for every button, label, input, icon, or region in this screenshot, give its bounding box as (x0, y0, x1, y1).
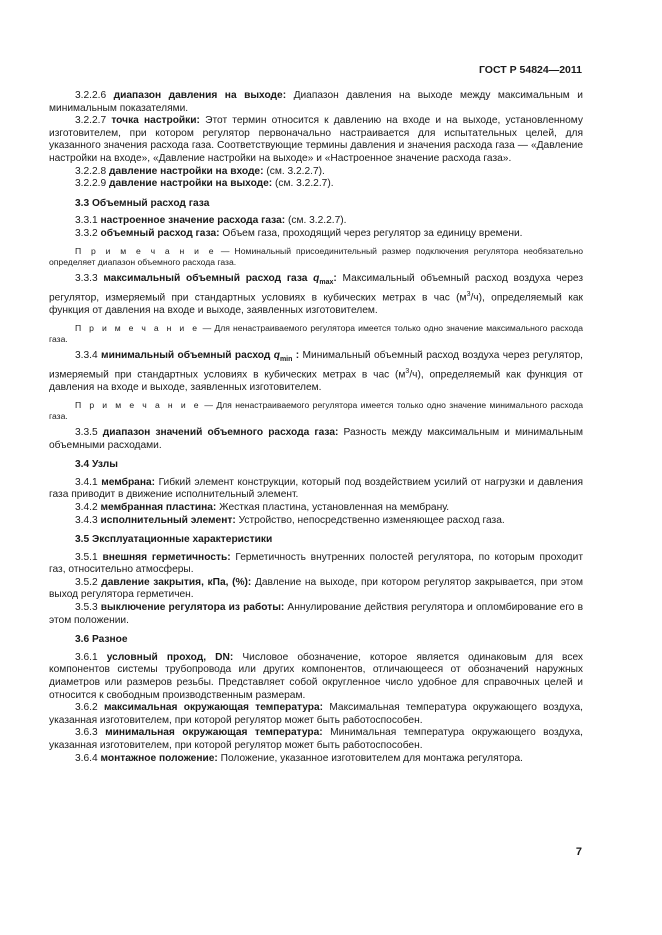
section-heading-3-3: 3.3 Объемный расход газа (75, 197, 210, 209)
clause-3-6-4 (49, 753, 583, 766)
note-text: — Для ненастраиваемого регулятора имеется только одно значение минимального расхода газа. (49, 399, 583, 421)
term: монтажное положение: (100, 752, 218, 764)
section-heading-3-6: 3.6 Разное (75, 634, 128, 646)
term: объемный расход газа: (100, 227, 220, 239)
definition: Этот термин относится к давлению на входе и на выходе, установленному изготовителем, при котором регулятор первоначально настраивается для испытательных целей, для указанного значения расхода газа. Соответствующие термины давления и значения расхода газа — «Давление настройки на входе», «Давление настройки на выходе» и «Настроенное значение расхода газа». (49, 115, 583, 164)
symbol: q (273, 349, 280, 361)
definition: (см. 3.2.2.7). (263, 165, 325, 177)
note-label: П р и м е ч а н и е (75, 399, 201, 410)
term: давление закрытия, кПа, (%): (101, 576, 252, 588)
clause-number: 3.2.2.7 (75, 115, 112, 127)
definition: Объем газа, проходящий через регулятор за единицу времени. (219, 227, 523, 239)
term: исполнительный элемент: (100, 514, 236, 526)
subscript: max (319, 278, 334, 286)
term: внешняя герметичность: (102, 551, 231, 563)
clause-number: 3.3.5 (75, 426, 103, 438)
clause-3-2-2-8 (49, 166, 583, 179)
colon: : (292, 349, 300, 361)
page-number: 7 (575, 846, 582, 858)
definition: Минимальная температура окружающего воздуха, указанная изготовителем, при которой регулятор может быть работоспособен. (49, 727, 583, 751)
clause-number: 3.6.4 (75, 752, 101, 764)
section-heading-3-5: 3.5 Эксплуатационные характеристики (75, 534, 273, 546)
clause-number: 3.6.2 (75, 702, 104, 714)
clause-3-5-1 (49, 552, 583, 577)
clause-3-6-1 (49, 652, 583, 702)
definition: Разность между максимальным и минимальным объемными расходами. (49, 426, 583, 451)
clause-number: 3.5.3 (75, 602, 101, 614)
clause-number: 3.2.2.6 (75, 90, 114, 101)
clause-number: 3.4.1 (75, 476, 102, 488)
term: минимальная окружающая температура: (105, 727, 323, 739)
term: максимальная окружающая температура: (103, 702, 324, 714)
definition: Гибкий элемент конструкции, который под воздействием усилий от нагрузки и давления газа приводит в движение исполнительный элемент. (49, 476, 583, 501)
symbol: q (313, 272, 320, 284)
clause-3-3-2 (49, 228, 583, 241)
note-text: — Номинальный присоединительный размер подключения регулятора необязательно определяет диапазон объемного расхода газа. (49, 245, 583, 267)
term: мембранная пластина: (100, 501, 217, 513)
term: выключение регулятора из работы: (100, 602, 285, 614)
definition: Числовое обозначение, которое является одинаковым для всех компонентов системы трубопровода или других компонентов, отличающееся от обозначений наружных диаметров или размеров резьбы. Представляет собой округленное число удобное для справочных целей и относится к свободным производственным размерам. (49, 651, 583, 701)
clause-number: 3.3.4 (75, 349, 102, 361)
term: минимальный объемный расход (101, 349, 274, 361)
term: диапазон значений объемного расхода газа: (102, 426, 339, 438)
clause-3-4-2 (49, 502, 583, 515)
definition: Аннулирование действия регулятора и опломбирование его в этом положении. (49, 602, 583, 626)
superscript: 3 (466, 291, 471, 299)
clause-number: 3.4.2 (75, 501, 101, 513)
definition: (см. 3.2.2.7). (285, 215, 347, 227)
clause-3-2-2-7 (49, 115, 583, 165)
clause-3-5-2 (49, 577, 583, 602)
definition: Давление на выходе, при котором регулятор закрывается, при этом выход регулятора герметичен. (49, 576, 584, 601)
clause-3-3-5 (49, 427, 583, 452)
clause-number: 3.3.2 (75, 227, 101, 239)
clause-number: 3.2.2.9 (75, 178, 109, 190)
note-3-3-4 (49, 400, 583, 422)
note-3-3-3 (49, 323, 583, 345)
clause-number: 3.3.3 (75, 272, 104, 284)
clause-3-3-4 (49, 350, 583, 395)
note-text: — Для ненастраиваемого регулятора имеется только одно значение максимального расхода газа. (49, 322, 583, 344)
clause-3-2-2-9 (49, 178, 583, 191)
clause-3-6-3 (49, 727, 583, 752)
note-label: П р и м е ч а н и е (75, 245, 216, 256)
clause-number: 3.2.2.8 (75, 165, 109, 177)
note-3-3-2 (49, 246, 583, 268)
section-heading-3-4: 3.4 Узлы (75, 459, 118, 471)
note-label: П р и м е ч а н и е (75, 322, 200, 333)
definition: Максимальный объемный расход воздуха через регулятор, измеряемый при стандартных условиях в кубических метрах в час (м (49, 272, 583, 304)
superscript: 3 (405, 368, 410, 376)
definition: Минимальный объемный расход воздуха через регулятор, измеряемый при стандартных условиях в кубических метрах в час (м (49, 349, 583, 381)
definition: Жесткая пластина, установленная на мембрану. (216, 501, 450, 513)
clause-3-3-1 (49, 215, 583, 228)
definition: Диапазон давления на выходе между максимальным и минимальным показателями. (49, 90, 583, 114)
clause-number: 3.5.2 (75, 576, 102, 588)
definition: Положение, указанное изготовителем для монтажа регулятора. (217, 752, 523, 764)
clause-3-4-3 (49, 515, 583, 528)
term: настроенное значение расхода газа: (100, 215, 286, 227)
clause-3-6-2 (49, 702, 583, 727)
document-id: ГОСТ Р 54824—2011 (478, 64, 582, 76)
definition: Максимальная температура окружающего воздуха, указанная изготовителем, при которой регулятор может быть работоспособен. (49, 702, 583, 726)
document-body (49, 90, 583, 765)
colon: : (333, 272, 337, 284)
term: диапазон давления на выходе: (113, 90, 287, 101)
clause-number: 3.4.3 (75, 514, 101, 526)
clause-3-2-2-6 (49, 90, 583, 115)
term: давление настройки на входе: (109, 165, 264, 177)
clause-3-5-3 (49, 602, 583, 627)
subscript: min (279, 355, 293, 363)
definition-end: /ч), определяемый как функция от давления на входе и выходе, заявленных изготовителем. (49, 369, 583, 394)
term: точка настройки: (111, 115, 200, 127)
clause-number: 3.6.1 (75, 651, 107, 663)
clause-number: 3.6.3 (75, 727, 106, 739)
term: условный проход, DN: (106, 651, 234, 663)
term: давление настройки на выходе: (109, 178, 273, 190)
definition: Герметичность внутренних полостей регулятора, по которым проходит газ, относительно атмосферы. (49, 551, 583, 576)
clause-number: 3.3.1 (75, 215, 101, 227)
clause-number: 3.5.1 (75, 551, 103, 563)
term: максимальный объемный расход газа (103, 272, 314, 284)
definition: Устройство, непосредственно изменяющее расход газа. (235, 514, 505, 526)
clause-3-3-3 (49, 273, 583, 318)
term: мембрана: (101, 476, 156, 488)
clause-3-4-1 (49, 477, 583, 502)
definition-end: /ч), определяемый как функция от давления на входе и выходе, заявленных изготовителем. (49, 292, 583, 317)
definition: (см. 3.2.2.7). (272, 178, 334, 190)
